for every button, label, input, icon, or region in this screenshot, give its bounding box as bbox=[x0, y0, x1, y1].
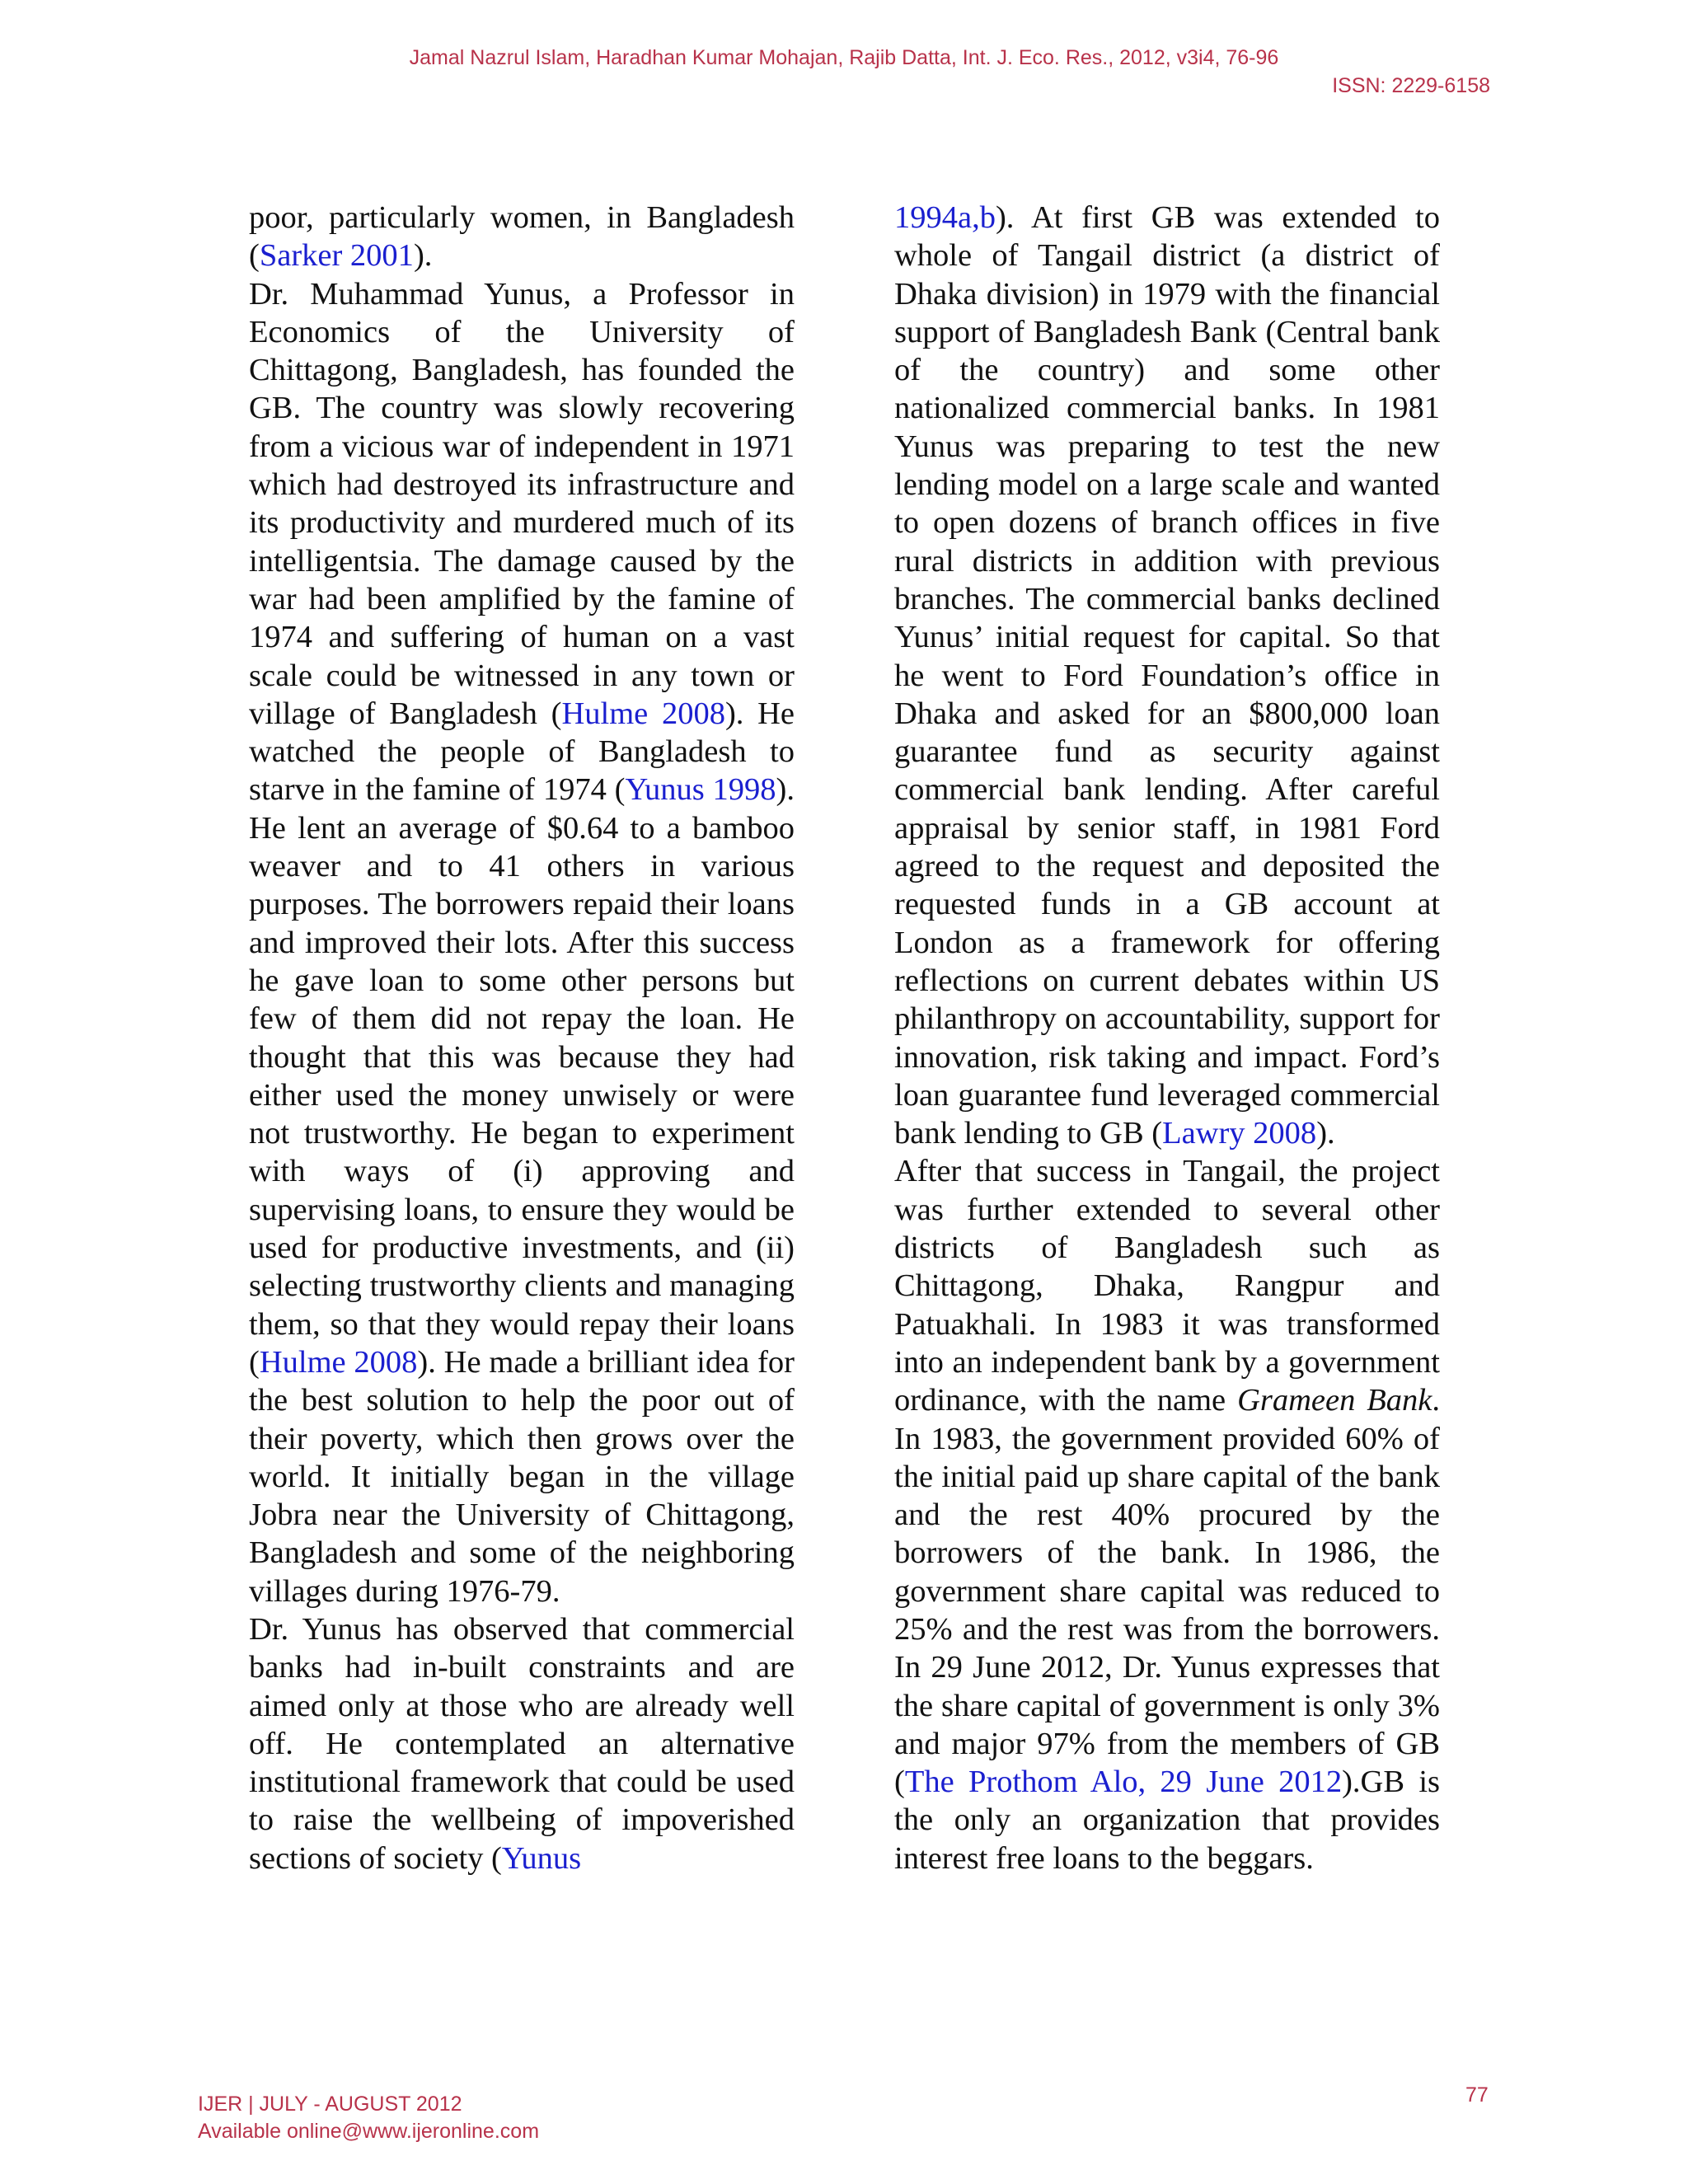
right-column bbox=[894, 199, 1440, 1877]
citation-link[interactable]: 1994a,b bbox=[894, 200, 996, 235]
citation-link[interactable]: Hulme 2008 bbox=[561, 696, 725, 731]
body-text: ). He made a brilliant idea for the best solution to help the poor out of their poverty, which then grows over the world. It initially began in the village Jobra near the University of Chittagong, Bangladesh and some of the neighboring villages during 1976-79. bbox=[249, 1344, 795, 1609]
citation-link[interactable]: Sarker 2001 bbox=[259, 238, 414, 274]
body-text: ). At first GB was extended to whole of Tangail district (a district of Dhaka division) in 1979 with the financial support of Bangladesh Bank (Central bank of the country) and some other nationalized commercial banks. In 1981 Yunus was preparing to test the new lending model on a large scale and wanted to open dozens of branch offices in five rural districts in addition with previous branches. The commercial banks declined Yunus’ initial request for capital. So that he went to Ford Foundation’s office in Dhaka and asked for an $800,000 loan guarantee fund as security against commercial bank lending. After careful appraisal by senior staff, in 1981 Ford agreed to the request and deposited the requested funds in a GB account at London as a framework for offering reflections on current debates within US philanthropy on accountability, support for innovation, risk taking and impact. Ford’s loan guarantee fund leveraged commercial bank lending to GB ( bbox=[894, 200, 1440, 1151]
page-number: 77 bbox=[1465, 2083, 1489, 2107]
paragraph bbox=[894, 1152, 1440, 1877]
issn: ISSN: 2229-6158 bbox=[1332, 74, 1490, 97]
availability-link[interactable]: Available online@www.ijeronline.com bbox=[198, 2120, 540, 2143]
body-text: Dr. Muhammad Yunus, a Professor in Economics of the University of Chittagong, Bangladesh, has founded the GB. The country was slowly recovering from a vicious war of independent in 1971 which had destroyed its infrastructure and its productivity and murdered much of its intelligentsia. The damage caused by the war had been amplified by the famine of 1974 and suffering of human on a vast scale could be witnessed in any town or village of Bangladesh ( bbox=[249, 276, 795, 731]
citation-link[interactable]: Lawry 2008 bbox=[1162, 1116, 1317, 1151]
body-text: After that success in Tangail, the project was further extended to several other districts of Bangladesh such as Chittagong, Dhaka, Rangpur and Patuakhali. In 1983 it was transformed into an independent bank by a government ordinance, with the name bbox=[894, 1154, 1440, 1418]
paragraph bbox=[894, 199, 1440, 1152]
paragraph bbox=[249, 199, 795, 275]
body-text: ). He lent an average of $0.64 to a bamboo weaver and to 41 others in various purposes. The borrowers repaid their loans and improved their lots. After this success he gave loan to some other persons but few of them did not repay the loan. He thought that this was because they had either used the money unwisely or were not trustworthy. He began to experiment with ways of (i) approving and supervising loans, to ensure they would be used for productive investments, and (ii) selecting trustworthy clients and managing them, so that they would repay their loans ( bbox=[249, 772, 795, 1380]
body-text: poor, particularly women, in Bangladesh ( bbox=[249, 200, 795, 274]
left-column bbox=[249, 199, 795, 1877]
paragraph bbox=[249, 275, 795, 1610]
body-text: ).GB is the only an organization that provides interest free loans to the beggars. bbox=[894, 1765, 1440, 1876]
citation-link[interactable]: Yunus bbox=[501, 1840, 582, 1876]
citation-link[interactable]: Hulme 2008 bbox=[259, 1344, 418, 1380]
journal-issue: IJER | JULY - AUGUST 2012 bbox=[198, 2093, 462, 2116]
body-text: ). He watched the people of Bangladesh to starve in the famine of 1974 ( bbox=[249, 696, 795, 808]
italic-term: Grameen Bank bbox=[1237, 1383, 1432, 1418]
running-head: Jamal Nazrul Islam, Haradhan Kumar Mohajan, Rajib Datta, Int. J. Eco. Res., 2012, v3i4, 76-96 bbox=[409, 46, 1279, 69]
body-text: ). bbox=[413, 238, 433, 274]
body-text: . In 1983, the government provided 60% of the initial paid up share capital of the bank and the rest 40% procured by the borrowers of the bank. In 1986, the government share capital was reduced to 25% and the rest was from the borrowers. In 29 June 2012, Dr. Yunus expresses that the share capital of government is only 3% and major 97% from the members of GB ( bbox=[894, 1383, 1441, 1800]
paragraph bbox=[249, 1610, 795, 1877]
body-text: ). bbox=[1316, 1116, 1335, 1151]
footer-info bbox=[198, 2091, 539, 2145]
citation-link[interactable]: The Prothom Alo, 29 June 2012 bbox=[904, 1765, 1343, 1800]
citation-link[interactable]: Yunus 1998 bbox=[625, 772, 776, 808]
body-text: Dr. Yunus has observed that commercial banks had in-built constraints and are aimed only at those who are already well off. He contemplated an alternative institutional framework that could be used to raise the wellbeing of impoverished sections of society ( bbox=[249, 1611, 795, 1876]
